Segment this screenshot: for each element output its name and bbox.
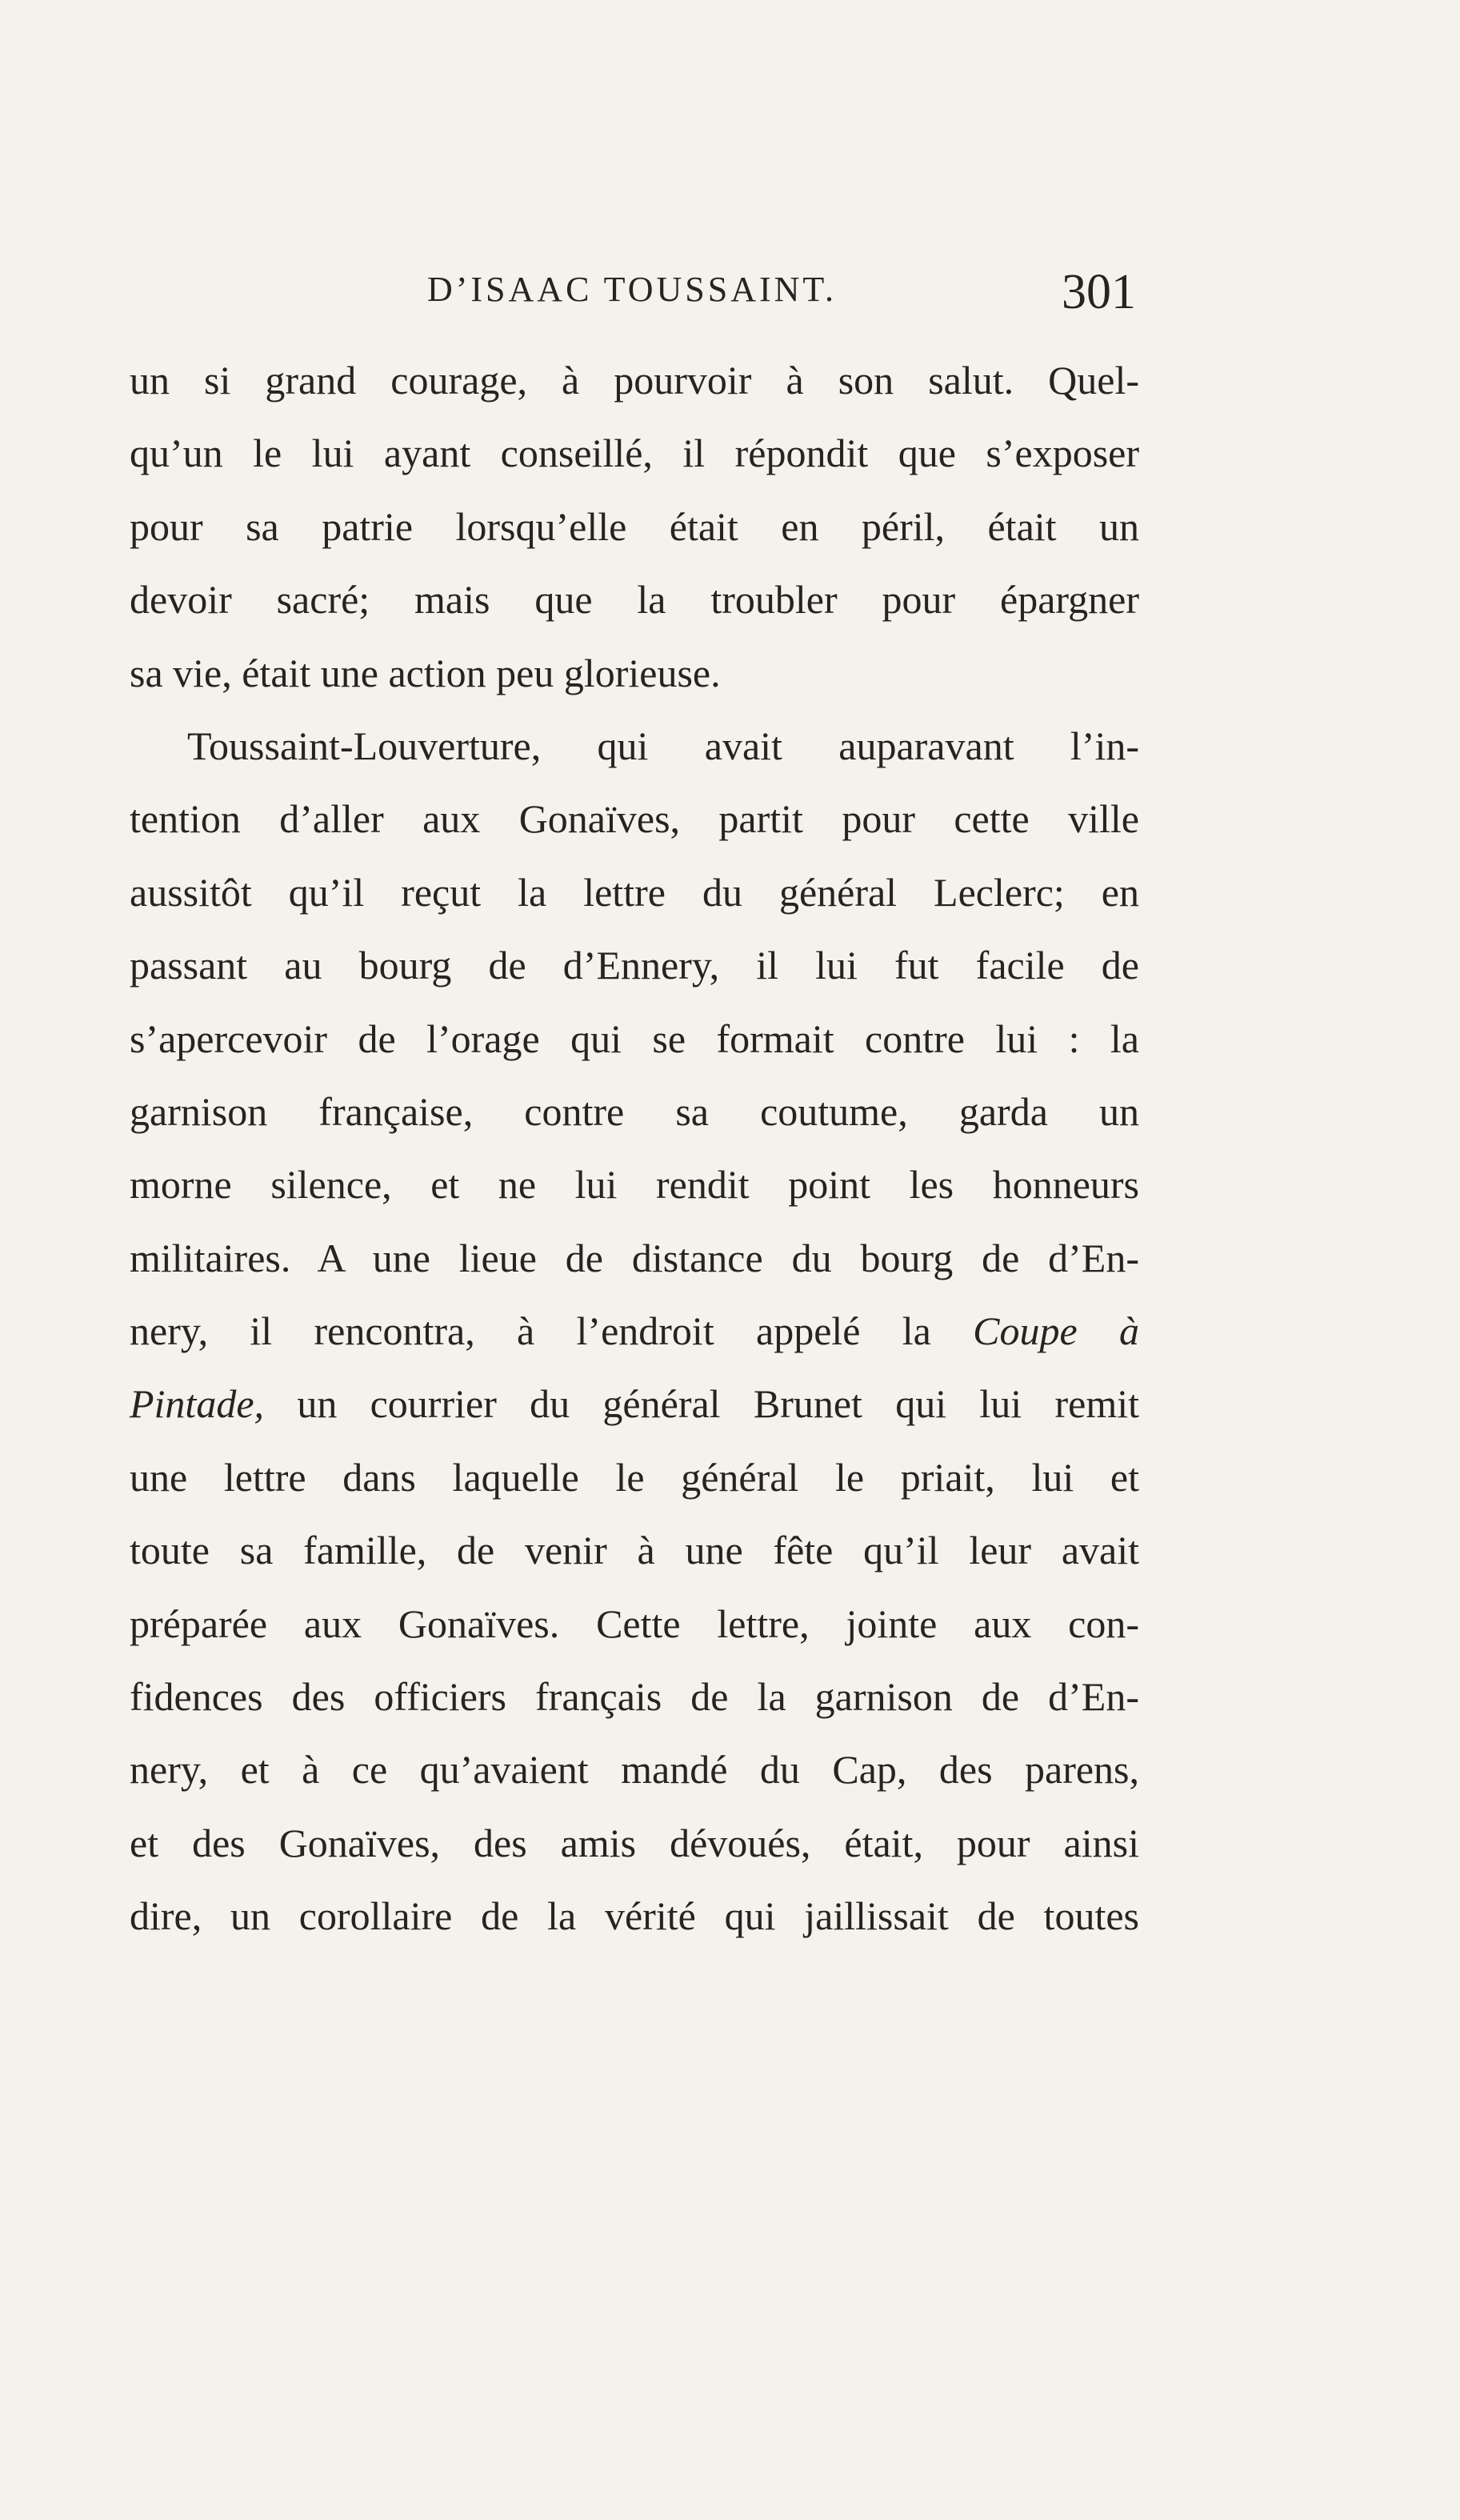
running-head [128,264,1136,336]
text-line: pour sa patrie lorsqu’elle était en péril, était un [130,503,1139,549]
text-line: tention d’aller aux Gonaïves, partit pour cette ville [130,796,1139,842]
text-line: sa vie, était une action peu glorieuse. [130,650,721,695]
text-line-end: un courrier du général Brunet qui lui remit [264,1381,1139,1427]
text-line: et des Gonaïves, des amis dévoués, était, pour ainsi [130,1820,1139,1865]
page-number: 301 [1062,265,1136,319]
text-line: préparée aux Gonaïves. Cette lettre, jointe aux con- [130,1601,1139,1646]
text-line: passant au bourg de d’Ennery, il lui fut facile de [130,943,1139,988]
text-line-start: nery, il rencontra, à l’endroit appelé la [130,1308,974,1354]
italic-place-name: Pintade, [130,1381,265,1427]
text-line: Toussaint-Louverture, qui avait auparavant l’in- [187,723,1139,768]
text-line: une lettre dans laquelle le général le priait, lui et [130,1454,1139,1500]
text-line: toute sa famille, de venir à une fête qu’il leur avait [130,1528,1139,1573]
body-text [130,344,1139,1953]
text-line: aussitôt qu’il reçut la lettre du général Leclerc; en [130,869,1139,915]
text-line: fidences des officiers français de la garnison de d’En- [130,1674,1139,1720]
text-line: militaires. A une lieue de distance du bourg de d’En- [130,1235,1139,1280]
text-line: qu’un le lui ayant conseillé, il répondit que s’exposer [130,431,1139,476]
text-line: devoir sacré; mais que la troubler pour épargner [130,577,1139,623]
text-line: dire, un corollaire de la vérité qui jaillissait de toutes [130,1893,1139,1939]
text-line [130,1295,1139,1368]
text-line: nery, et à ce qu’avaient mandé du Cap, des parens, [130,1747,1139,1793]
text-line: garnison française, contre sa coutume, garda un [130,1088,1139,1134]
text-line [130,1368,1139,1440]
text-line: morne silence, et ne lui rendit point les honneurs [130,1162,1139,1208]
running-title: D’ISAAC TOUSSAINT. [426,270,838,309]
text-line: un si grand courage, à pourvoir à son salut. Quel- [130,358,1139,403]
italic-place-name: Coupe à [973,1308,1139,1354]
text-line: s’apercevoir de l’orage qui se formait contre lui : la [130,1016,1139,1061]
